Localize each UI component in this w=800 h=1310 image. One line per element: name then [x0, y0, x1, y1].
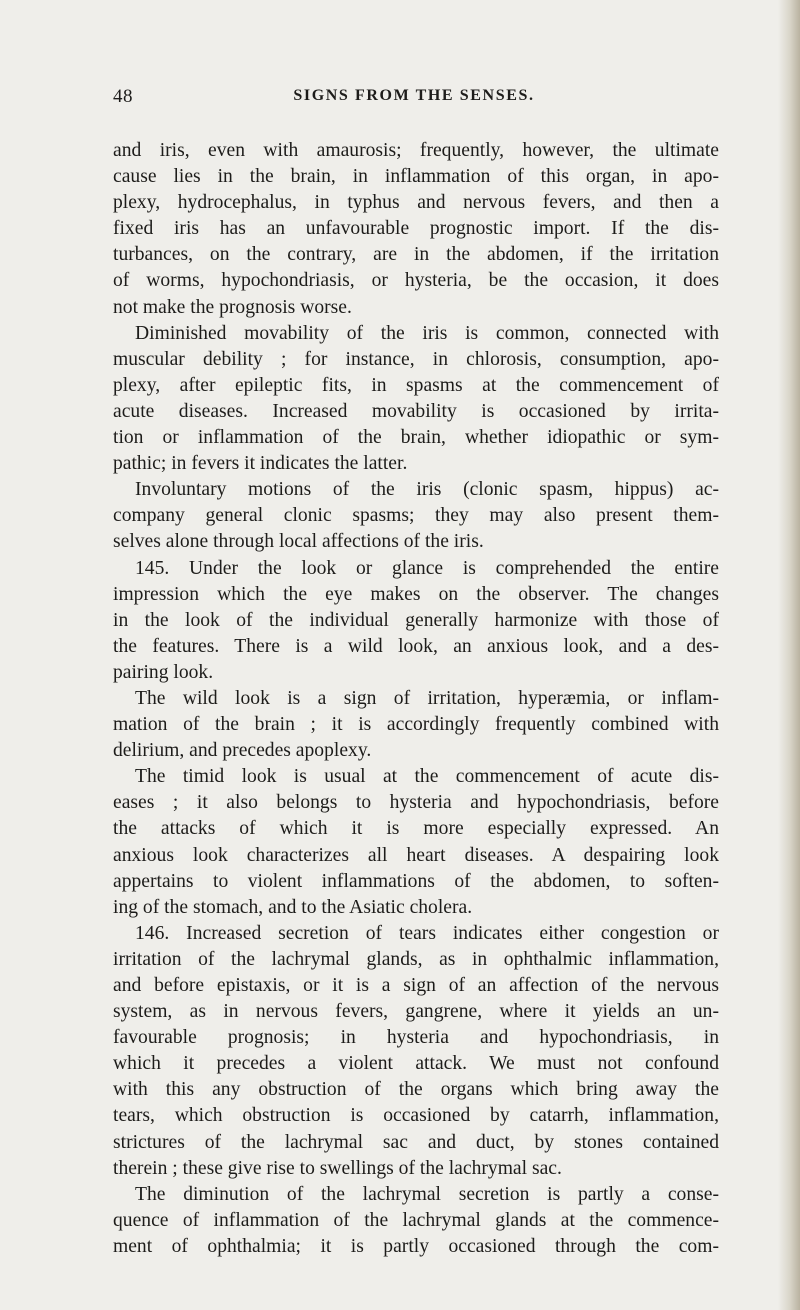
- text-line: pathic; in fevers it indicates the latter.: [113, 453, 408, 475]
- running-head: SIGNS FROM THE SENSES.: [293, 87, 535, 104]
- text-line: muscular debility ; for instance, in chlorosis, consumption, apo-: [113, 348, 719, 370]
- text-line: Diminished movability of the iris is common, connected with: [135, 322, 719, 344]
- text-line: the features. There is a wild look, an anxious look, and a des-: [113, 635, 719, 657]
- text-line: with this any obstruction of the organs which bring away the: [113, 1079, 719, 1101]
- text-line: strictures of the lachrymal sac and duct, by stones contained: [113, 1131, 719, 1153]
- text-line: 145. Under the look or glance is comprehended the entire: [135, 557, 719, 579]
- text-line: selves alone through local affections of the iris.: [113, 531, 484, 553]
- text-line: Involuntary motions of the iris (clonic spasm, hippus) ac-: [135, 479, 719, 501]
- text-line: ing of the stomach, and to the Asiatic cholera.: [113, 896, 473, 918]
- text-line: and before epistaxis, or it is a sign of an affection of the nervous: [113, 975, 719, 996]
- text-line: and iris, even with amaurosis; frequently, however, the ultimate: [113, 140, 719, 161]
- text-line: tears, which obstruction is occasioned by catarrh, inflammation,: [113, 1105, 719, 1127]
- text-line: turbances, on the contrary, are in the abdomen, if the irritation: [113, 244, 719, 266]
- text-line: therein ; these give rise to swellings of the lachrymal sac.: [113, 1157, 562, 1179]
- text-line: system, as in nervous fevers, gangrene, where it yields an un-: [113, 1001, 719, 1023]
- text-line: fixed iris has an unfavourable prognostic import. If the dis-: [113, 218, 719, 240]
- text-line: cause lies in the brain, in inflammation of this organ, in apo-: [113, 166, 719, 188]
- text-line: The wild look is a sign of irritation, hyperæmia, or inflam-: [135, 687, 719, 709]
- text-line: 146. Increased secretion of tears indicates either congestion or: [135, 922, 719, 944]
- text-line: anxious look characterizes all heart diseases. A despairing look: [113, 844, 719, 866]
- body-text: [113, 138, 719, 1260]
- text-line: impression which the eye makes on the observer. The changes: [113, 583, 719, 605]
- text-line: acute diseases. Increased movability is occasioned by irrita-: [113, 400, 719, 422]
- text-line: which it precedes a violent attack. We must not confound: [113, 1053, 719, 1075]
- text-line: of worms, hypochondriasis, or hysteria, be the occasion, it does: [113, 270, 719, 292]
- text-line: mation of the brain ; it is accordingly frequently combined with: [113, 714, 719, 736]
- text-line: The diminution of the lachrymal secretion is partly a conse-: [135, 1183, 719, 1205]
- text-line: appertains to violent inflammations of the abdomen, to soften-: [113, 870, 719, 892]
- text-line: plexy, hydrocephalus, in typhus and nervous fevers, and then a: [113, 192, 719, 214]
- page-edge-shadow: [778, 0, 800, 1310]
- page-number: 48: [113, 86, 133, 107]
- text-line: tion or inflammation of the brain, whether idiopathic or sym-: [113, 427, 719, 449]
- text-line: favourable prognosis; in hysteria and hypochondriasis, in: [113, 1027, 719, 1049]
- text-line: the attacks of which it is more especially expressed. An: [113, 818, 719, 840]
- text-line: company general clonic spasms; they may also present them-: [113, 505, 719, 527]
- text-line: pairing look.: [113, 661, 214, 683]
- text-line: eases ; it also belongs to hysteria and hypochondriasis, before: [113, 792, 719, 814]
- text-line: quence of inflammation of the lachrymal glands at the commence-: [113, 1209, 719, 1231]
- text-line: not make the prognosis worse.: [113, 296, 352, 318]
- text-line: in the look of the individual generally harmonize with those of: [113, 609, 719, 631]
- text-line: The timid look is usual at the commencement of acute dis-: [135, 766, 719, 788]
- text-line: delirium, and precedes apoplexy.: [113, 740, 372, 762]
- page-header: [113, 86, 715, 110]
- text-line: plexy, after epileptic fits, in spasms at the commencement of: [113, 374, 719, 396]
- text-line: ment of ophthalmia; it is partly occasioned through the com-: [113, 1235, 719, 1257]
- text-line: irritation of the lachrymal glands, as in ophthalmic inflammation,: [113, 948, 719, 970]
